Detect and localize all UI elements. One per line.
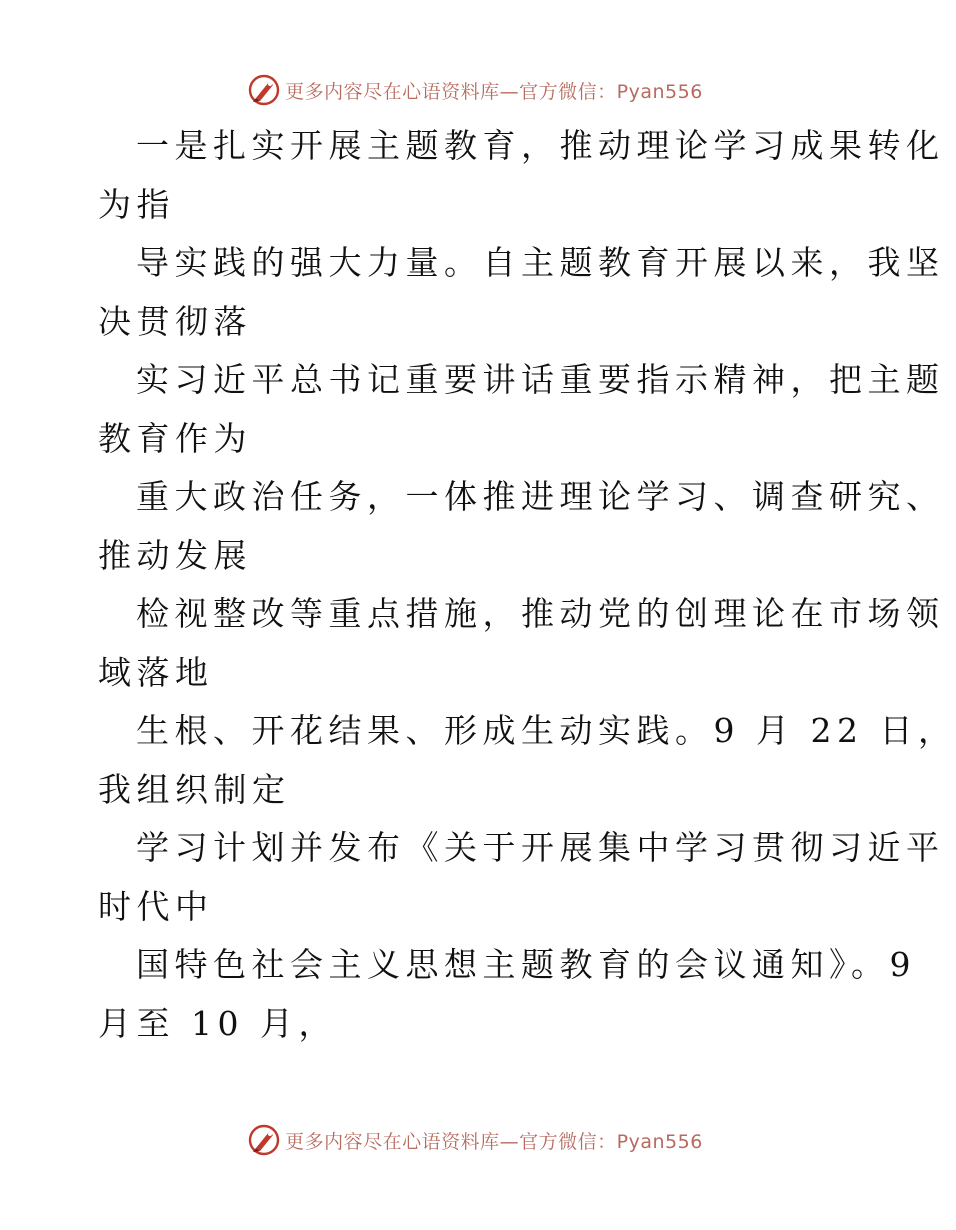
text-line: 时代中 [98, 886, 214, 926]
text-line: 国特色社会主义思想主题教育的会议通知》。9 [136, 945, 916, 984]
text-line: 一是扎实开展主题教育，推动理论学习成果转化 [136, 126, 945, 165]
text-line: 域落地 [98, 652, 214, 692]
footer-banner-text: 更多内容尽在心语资料库—官方微信：Pyan556 [285, 1130, 703, 1153]
text-line: 推动发展 [98, 535, 252, 575]
text-line: 实习近平总书记重要讲话重要指示精神，把主题 [136, 360, 945, 399]
header-banner [0, 70, 950, 110]
footer-banner [0, 1120, 950, 1160]
text-line: 生根、开花结果、形成生动实践。9 月 22 日， [136, 711, 956, 750]
text-line: 我组织制定 [98, 769, 291, 809]
text-line: 重大政治任务，一体推进理论学习、调查研究、 [136, 477, 945, 516]
text-line: 学习计划并发布《关于开展集中学习贯彻习近平 [136, 828, 945, 867]
text-line: 教育作为 [98, 418, 252, 458]
quill-pen-icon [247, 1123, 281, 1157]
quill-pen-icon [247, 73, 281, 107]
text-line: 月至 10 月， [98, 1003, 337, 1043]
text-line: 检视整改等重点措施，推动党的创理论在市场领 [136, 594, 945, 633]
text-line: 决贯彻落 [98, 301, 252, 341]
text-line: 导实践的强大力量。自主题教育开展以来，我坚 [136, 243, 945, 282]
header-banner-text: 更多内容尽在心语资料库—官方微信：Pyan556 [285, 80, 703, 103]
text-line: 为指 [98, 184, 175, 224]
document-body [98, 117, 956, 1053]
